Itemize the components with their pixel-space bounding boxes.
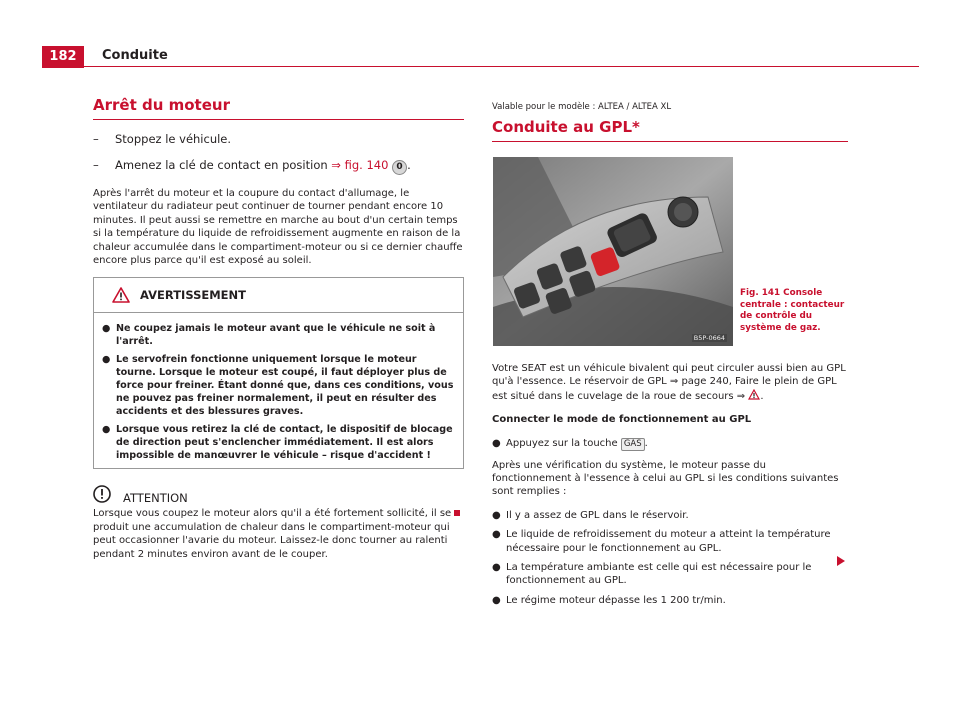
- position-circle-icon: 0: [392, 160, 407, 175]
- attention-header: [93, 483, 464, 505]
- bullet: ●: [492, 594, 501, 606]
- step-text-before: Amenez la clé de contact en position: [115, 158, 332, 172]
- condition-item: [492, 509, 848, 522]
- condition-item: [492, 561, 848, 588]
- attention-text: Lorsque vous coupez le moteur alors qu'il a été fortement sollicité, il se produit une accumulation de chaleur dans le compartiment-moteur qui peut occasionner l'avarie du moteur. Laissez-le donc tourner au ralenti pendant 2 minutes environ avant de le couper.: [93, 508, 452, 560]
- warning-item: [102, 423, 457, 462]
- header-rule: [42, 66, 919, 67]
- press-gas-text: [506, 437, 648, 451]
- step-item: [93, 158, 464, 175]
- engine-stop-paragraph: Après l'arrêt du moteur et la coupure du contact d'allumage, le ventilateur du radiateur peut continuer de tourner pendant encore 10 minutes. Il peut aussi se remettre en marche au bout d'un certain temps si la température du liquide de refroidissement augmente en raison de la chaleur accumulée dans le compartiment-moteur ou si ce dernier chauffe encore plus parce qu'il est exposé au soleil.: [93, 188, 463, 267]
- console-photo-illustration: [493, 157, 733, 346]
- end-marker: [454, 510, 460, 516]
- figure-caption: Fig. 141 Console centrale : contacteur de contrôle du système de gaz.: [740, 288, 845, 333]
- running-header-title: Conduite: [102, 48, 168, 63]
- warning-item-text: Lorsque vous retirez la clé de contact, le dispositif de blocage de direction peut s'enclencher immédiatement. Il est alors impossible de manœuvrer le véhicule – risque d'accident !: [116, 424, 453, 462]
- lpg-subheading: Connecter le mode de fonctionnement au GPL: [492, 414, 752, 426]
- press-text-after: .: [644, 437, 648, 449]
- step-text-after: .: [407, 158, 411, 172]
- warning-header: [94, 278, 463, 313]
- continue-arrow-icon: [837, 556, 845, 566]
- lpg-intro-end: .: [760, 390, 764, 402]
- condition-item: [492, 528, 848, 555]
- page-number: 182: [42, 46, 84, 68]
- lpg-intro-paragraph: [492, 362, 848, 403]
- condition-text: Le régime moteur dépasse les 1 200 tr/min.: [506, 594, 726, 606]
- validity-note: Valable pour le modèle : ALTEA / ALTEA XL: [492, 102, 672, 112]
- bullet: ●: [102, 323, 111, 335]
- step-text: [115, 158, 411, 175]
- bullet: ●: [102, 354, 111, 366]
- photo-code: B5P-0664: [693, 334, 725, 342]
- attention-title: ATTENTION: [123, 491, 188, 506]
- figure-row: [492, 142, 848, 346]
- press-text-before: Appuyez sur la touche: [506, 437, 621, 449]
- lpg-intro-text: Votre SEAT est un véhicule bivalent qui peut circuler aussi bien au GPL qu'à l'essence. Le réservoir de GPL ⇒ page 240, Faire le plein de GPL est situé dans le cuvelage de la roue de secours ⇒: [492, 363, 846, 402]
- step-item: [93, 132, 464, 146]
- bullet: ●: [492, 562, 501, 574]
- warning-item: [102, 353, 457, 418]
- bullet: ●: [102, 424, 111, 436]
- condition-text: Il y a assez de GPL dans le réservoir.: [506, 509, 689, 521]
- left-column: [93, 96, 464, 571]
- attention-exclamation-icon: [93, 485, 111, 503]
- figure-link[interactable]: ⇒ fig. 140: [331, 158, 389, 172]
- warning-triangle-icon: [112, 287, 130, 303]
- warning-box: [93, 277, 464, 469]
- warning-item-text: Le servofrein fonctionne uniquement lorsque le moteur tourne. Lorsque le moteur est coupé, il faut déployer plus de force pour freiner. Étant donné que, dans ces conditions, vous ne pouvez pas freiner normalement, il peut en résulter des accidents et des blessures graves.: [116, 354, 454, 418]
- dash-marker: –: [93, 158, 99, 172]
- right-column: [492, 96, 848, 607]
- warning-item: [102, 322, 457, 348]
- step-text: Stoppez le véhicule.: [115, 132, 232, 146]
- bullet: ●: [492, 437, 501, 449]
- condition-item: [492, 594, 848, 607]
- condition-text: La température ambiante est celle qui est nécessaire pour le fonctionnement au GPL.: [506, 562, 812, 587]
- press-gas-item: [492, 437, 848, 451]
- dash-marker: –: [93, 132, 99, 146]
- warning-title: AVERTISSEMENT: [140, 288, 247, 303]
- condition-text: Le liquide de refroidissement du moteur a atteint la température nécessaire pour le fonctionnement au GPL.: [506, 529, 831, 554]
- warning-triangle-icon[interactable]: [748, 389, 760, 400]
- gas-control-photo: [493, 157, 733, 346]
- section-title-engine-stop: Arrêt du moteur: [93, 96, 464, 120]
- gas-button[interactable]: GAS: [621, 438, 645, 451]
- bullet: ●: [492, 529, 501, 541]
- bullet: ●: [492, 509, 501, 521]
- warning-body: [94, 313, 463, 468]
- conditions-intro: Après une vérification du système, le moteur passe du fonctionnement à l'essence à celui au GPL si les conditions suivantes sont remplies :: [492, 459, 839, 498]
- section-title-lpg: Conduite au GPL*: [492, 118, 848, 142]
- warning-item-text: Ne coupez jamais le moteur avant que le véhicule ne soit à l'arrêt.: [116, 323, 436, 348]
